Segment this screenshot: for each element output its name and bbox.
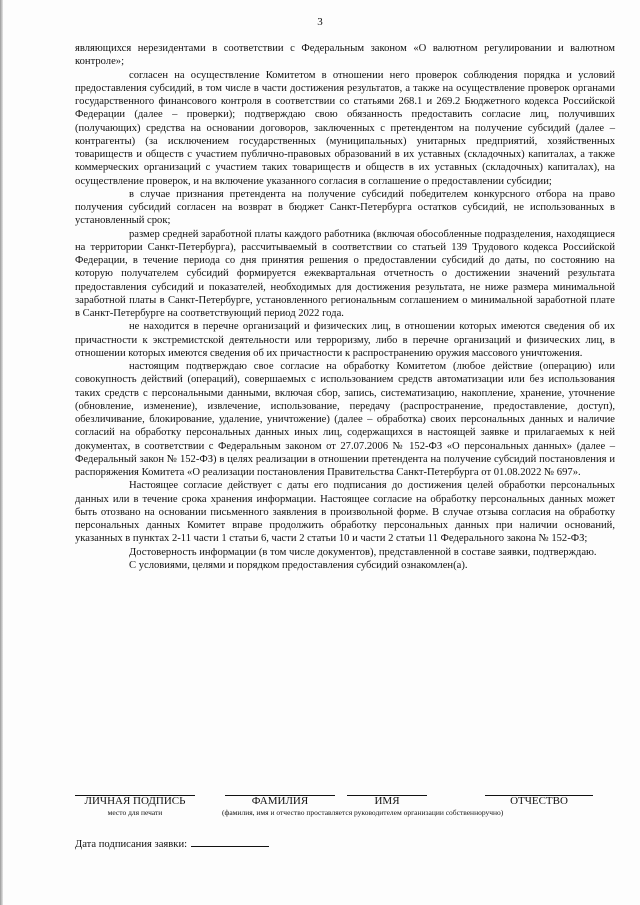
page-number: 3 xyxy=(317,16,323,28)
date-label: Дата подписания заявки: xyxy=(75,839,188,850)
document-body xyxy=(75,42,615,572)
paragraph-conditions-acknowledged: С условиями, целями и порядком предоставления субсидий ознакомлен(а). xyxy=(129,559,468,571)
paragraph-personal-data-consent: настоящим подтверждаю свое согласие на обработку Комитетом (любое действие (операцию) или совокупность действий (операций), совершаемых с использованием средств автоматизации или без использования таких средств с персональными данными, включая сбор, запись, систематизацию, накопление, хранение, уточнение (обновление, изменение), извлечение, использование, передачу (распространение, предоставление, доступ), обезличивание, блокирование, удаление, уничтожение) (далее – обработка) своих персональных данных и наличие согласий на обработку персональных данных иных лиц, содержащихся в настоящей заявке и прилагаемых к ней документах, в соответствии с Федеральным законом от 27.07.2006 № 152-ФЗ «О персональных данных» (далее – Федеральный закон № 152-ФЗ) в целях реализации в отношении претендента на получение субсидий постановления и распоряжения Комитета «О реализации постановления Правительства Санкт-Петербурга от 01.08.2022 № 697». xyxy=(75,361,615,478)
paragraph-extremism-list: не находится в перечне организаций и физических лиц, в отношении которых имеются сведения об их причастности к экстремистской деятельности или терроризму, либо в перечне организаций и физических лиц, в отношении которых имеются сведения об их причастности к распространению оружия массового уничтожения. xyxy=(75,321,615,359)
paragraph-data-reliability: Достоверность информации (в том числе документов), представленной в составе заявки, подтверждаю. xyxy=(129,546,597,558)
paragraph-nonresidents: являющихся нерезидентами в соответствии с Федеральным законом «О валютном регулировании и валютном контроле»; xyxy=(75,43,615,68)
signature-field[interactable] xyxy=(75,795,195,818)
name-label: ИМЯ xyxy=(374,795,400,807)
stamp-place-label: место для печати xyxy=(107,808,163,817)
surname-label: ФАМИЛИЯ xyxy=(251,795,309,807)
signature-label: ЛИЧНАЯ ПОДПИСЬ xyxy=(84,795,186,807)
paragraph-consent-validity: Настоящее согласие действует с даты его подписания до достижения целей обработки персональных данных или в течение срока хранения информации. Настоящее согласие на обработку персональных данных может быть отозвано на основании письменного заявления в произвольной форме. В случае отзыва согласия на обработку персональных данных Комитет вправе продолжить обработку персональных данных при наличии оснований, указанных в пунктах 2-11 части 1 статьи 6, части 2 статьи 10 и части 2 статьи 11 Федерального закона № 152-ФЗ; xyxy=(75,480,615,545)
fill-note: (фамилия, имя и отчество проставляется руководителем организации собственноручно) xyxy=(222,808,504,817)
surname-field[interactable] xyxy=(225,795,335,808)
paragraph-average-salary: размер средней заработной платы каждого работника (включая обособленные подразделения, находящиеся на территории Санкт-Петербурга), рассчитываемый в соответствии со статьей 139 Трудового кодекса Российской Федерации, в течение периода со дня принятия решения о предоставлении субсидий до даты, по состоянию на которую получателем субсидий формируется ежеквартальная отчетность о достижении значений результата предоставления субсидий и показателей, необходимых для достижения результата, не ниже размера минимальной заработной платы в Санкт-Петербурге, установленного региональным соглашением о минимальной заработной плате в Санкт-Петербурге на соответствующий период 2022 года. xyxy=(75,228,615,319)
scan-edge xyxy=(0,0,3,905)
name-field[interactable] xyxy=(347,795,427,808)
patronymic-field[interactable] xyxy=(485,795,593,808)
paragraph-inspections-consent: согласен на осуществление Комитетом в отношении него проверок соблюдения порядка и условий предоставления субсидий, в том числе в части достижения результатов, а также на осуществление проверок органами государственного финансового контроля в соответствии со статьями 268.1 и 269.2 Бюджетного кодекса Российской Федерации (далее – проверки); подтверждаю свою обязанность предоставить согласие лиц, получивших (получающих) средства на основании договоров, заключенных с претендентом на получение субсидий (далее – контрагенты) (за исключением государственных (муниципальных) унитарных предприятий, хозяйственных товариществ и обществ с участием публично-правовых образований в их уставных (складочных) капиталах, а также коммерческих организаций с участием таких товариществ и обществ в их уставных (складочных) капиталах), на осуществление проверок, и на включение указанного согласия в соглашение о предоставлении субсидии; xyxy=(75,69,615,187)
date-row xyxy=(75,838,269,850)
date-field[interactable] xyxy=(191,838,269,847)
paragraph-subsidy-return: в случае признания претендента на получение субсидий победителем конкурсного отбора на право получения субсидий согласен на возврат в бюджет Санкт-Петербурга остатков субсидий, не использованных в установленный срок; xyxy=(75,188,615,227)
patronymic-label: ОТЧЕСТВО xyxy=(510,795,568,807)
